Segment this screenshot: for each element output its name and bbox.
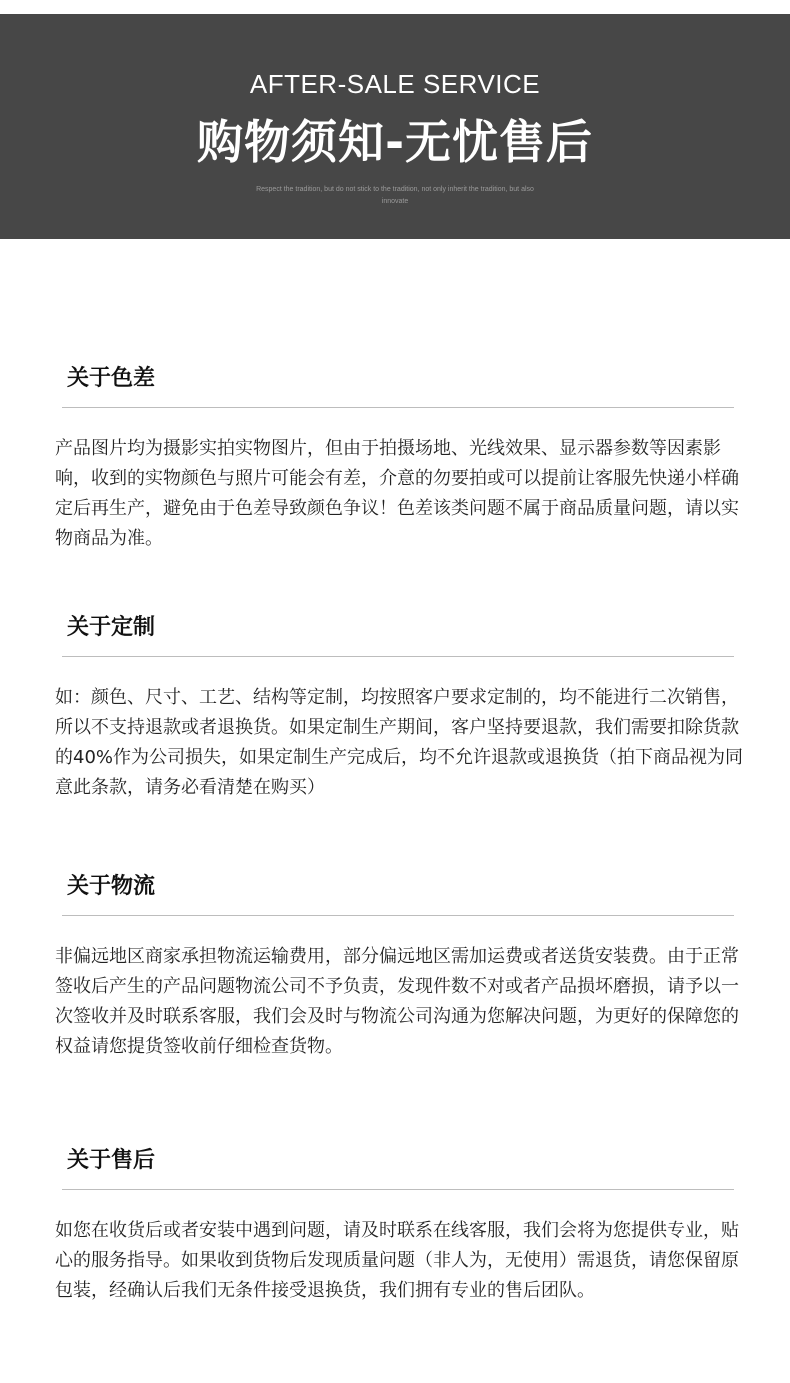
banner-title-en: AFTER-SALE SERVICE [249,69,541,99]
section-body: 非偏远地区商家承担物流运输费用，部分偏远地区需加运费或者送货安装费。由于正常签收后产生的产品问题物流公司不予负责，发现件数不对或者产品损坏磨损，请予以一次签收并及时联系客服，我们会及时与物流公司沟通为您解决问题，为更好的保障您的权益请您提货签收前仔细检查货物。 [55,946,739,1057]
section-title: 关于色差 [67,366,156,391]
section-body: 如您在收货后或者安装中遇到问题，请及时联系在线客服，我们会将为您提供专业，贴心的服务指导。如果收到货物后发现质量问题（非人为，无使用）需退货，请您保留原包装，经确认后我们无条件接受退换货，我们拥有专业的售后团队。 [55,1220,739,1301]
section-title: 关于定制 [67,615,156,640]
section-divider [62,1189,734,1190]
section-divider [62,656,734,657]
section-title: 关于售后 [67,1148,156,1173]
section-body: 如：颜色、尺寸、工艺、结构等定制，均按照客户要求定制的，均不能进行二次销售，所以不支持退款或者退换货。如果定制生产期间，客户坚持要退款，我们需要扣除货款的40%作为公司损失，如果定制生产完成后，均不允许退款或退换货（拍下商品视为同意此条款，请务必看清楚在购买） [55,687,744,798]
banner-subtitle: Respect the tradition, but do not stick to the tradition, not only inherit the tradition, but also innovate [256,186,534,205]
section-divider [62,407,734,408]
section-body: 产品图片均为摄影实拍实物图片，但由于拍摄场地、光线效果、显示器参数等因素影响，收到的实物颜色与照片可能会有差，介意的勿要拍或可以提前让客服先快递小样确定后再生产，避免由于色差导致颜色争议！色差该类问题不属于商品质量问题，请以实物商品为准。 [55,438,739,549]
banner-title-cn: 购物须知-无忧售后 [196,115,594,169]
section-divider [62,915,734,916]
section-title: 关于物流 [67,874,156,899]
header-banner [0,14,790,239]
